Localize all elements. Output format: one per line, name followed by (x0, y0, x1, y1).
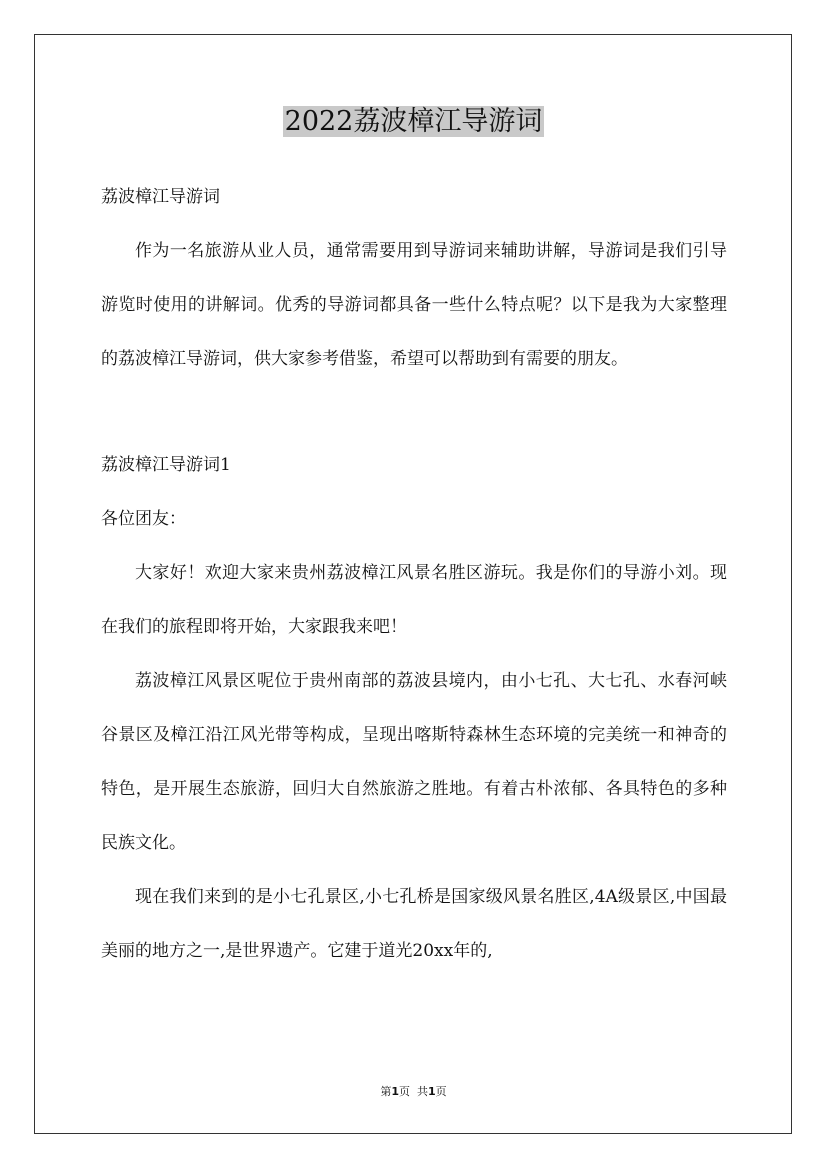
document-body (101, 170, 727, 978)
section-heading: 荔波樟江导游词1 (101, 455, 231, 475)
footer-page-suffix: 页 (399, 1085, 410, 1098)
body-paragraph: 荔波樟江风景区呢位于贵州南部的荔波县境内，由小七孔、大七孔、水春河峡谷景区及樟江沿江风光带等构成，呈现出喀斯特森林生态环境的完美统一和神奇的特色，是开展生态旅游，回归大自然旅游之胜地。有着古朴浓郁、各具特色的多种民族文化。 (101, 671, 727, 853)
body-paragraph: 大家好！欢迎大家来贵州荔波樟江风景名胜区游玩。我是你们的导游小刘。现在我们的旅程即将开始，大家跟我来吧！ (101, 563, 727, 637)
footer-page-number: 1 (391, 1085, 399, 1098)
document-title-text: 2022荔波樟江导游词 (284, 106, 543, 137)
intro-paragraph: 作为一名旅游从业人员，通常需要用到导游词来辅助讲解，导游词是我们引导游览时使用的讲解词。优秀的导游词都具备一些什么特点呢？以下是我为大家整理的荔波樟江导游词，供大家参考借鉴，希望可以帮助到有需要的朋友。 (101, 241, 727, 369)
greeting-line: 各位团友： (101, 509, 186, 529)
footer-total-suffix: 页 (435, 1085, 447, 1098)
footer-total-number: 1 (428, 1085, 436, 1098)
footer-page-prefix: 第 (380, 1085, 392, 1098)
footer-total-prefix: 共 (417, 1085, 428, 1098)
document-subtitle: 荔波樟江导游词 (101, 187, 220, 207)
body-paragraph: 现在我们来到的是小七孔景区,小七孔桥是国家级风景名胜区,4A级景区,中国最美丽的地方之一,是世界遗产。它建于道光20xx年的, (101, 887, 727, 961)
document-title (0, 102, 827, 142)
section-spacer (101, 386, 727, 438)
page-footer (0, 1083, 827, 1099)
